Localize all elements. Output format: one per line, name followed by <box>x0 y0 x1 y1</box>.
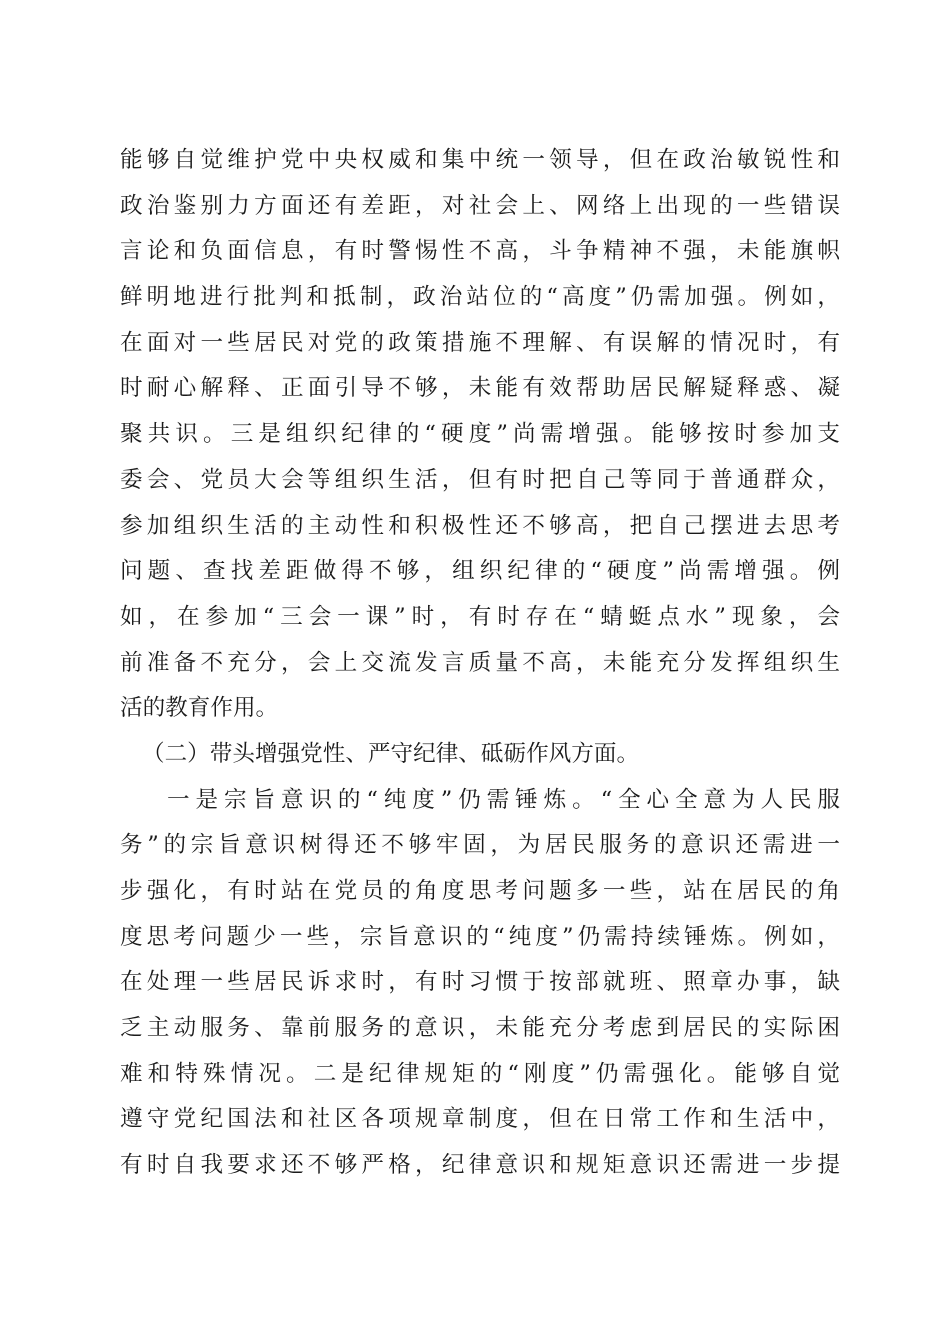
text-line: 度思考问题少一些，宗旨意识的“纯度”仍需持续锤炼。例如， <box>120 923 840 950</box>
text-line: 务”的宗旨意识树得还不够牢固，为居民服务的意识还需进一 <box>120 832 840 859</box>
text-line: 有时自我要求还不够严格，纪律意识和规矩意识还需进一步提 <box>120 1152 840 1179</box>
text-line: 难和特殊情况。二是纪律规矩的“刚度”仍需强化。能够自觉 <box>120 1060 840 1087</box>
text-line: 一是宗旨意识的“纯度”仍需锤炼。“全心全意为人民服 <box>167 786 840 813</box>
text-line: 如，在参加“三会一课”时，有时存在“蜻蜓点水”现象，会 <box>120 603 840 630</box>
text-line: 能够自觉维护党中央权威和集中统一领导，但在政治敏锐性和 <box>120 147 840 173</box>
paragraph-purpose-awareness <box>120 778 840 1189</box>
text-line: 问题、查找差距做得不够，组织纪律的“硬度”尚需增强。例 <box>120 558 840 585</box>
text-line: 政治鉴别力方面还有差距，对社会上、网络上出现的一些错误 <box>120 192 840 219</box>
text-line: 参加组织生活的主动性和积极性还不够高，把自己摆进去思考 <box>120 512 840 539</box>
text-line: 在处理一些居民诉求时，有时习惯于按部就班、照章办事，缺 <box>120 969 840 996</box>
document-body <box>120 138 840 1189</box>
text-line: 鲜明地进行批判和抵制，政治站位的“高度”仍需加强。例如， <box>120 284 840 311</box>
text-line: 聚共识。三是组织纪律的“硬度”尚需增强。能够按时参加支 <box>120 421 840 448</box>
text-line: 委会、党员大会等组织生活，但有时把自己等同于普通群众， <box>120 466 840 493</box>
text-line: 乏主动服务、靠前服务的意识，未能充分考虑到居民的实际困 <box>120 1015 840 1042</box>
text-line: 活的教育作用。 <box>120 695 279 722</box>
text-line: 步强化，有时站在党员的角度思考问题多一些，站在居民的角 <box>120 878 840 904</box>
text-line: 遵守党纪国法和社区各项规章制度，但在日常工作和生活中， <box>120 1106 840 1133</box>
paragraph-organizational-discipline <box>120 138 840 732</box>
text-line: 言论和负面信息，有时警惕性不高，斗争精神不强，未能旗帜 <box>120 238 840 265</box>
text-line: 时耐心解释、正面引导不够，未能有效帮助居民解疑释惑、凝 <box>120 375 840 402</box>
section-heading: （二）带头增强党性、严守纪律、砥砺作风方面。 <box>142 740 640 767</box>
text-line: 前准备不充分，会上交流发言质量不高，未能充分发挥组织生 <box>120 649 840 676</box>
text-line: 在面对一些居民对党的政策措施不理解、有误解的情况时，有 <box>120 329 840 356</box>
